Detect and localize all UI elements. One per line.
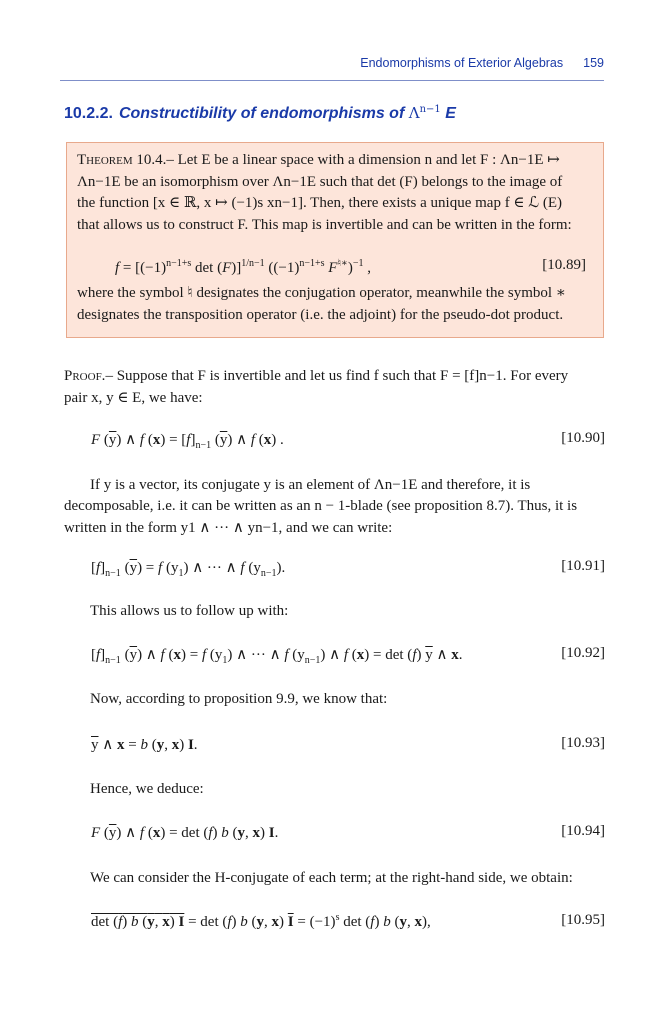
equation-10-90-expression: F $(\overline{y})$ ∧ f $(x) = [f]_{n-1}$ $(\overline{y})$ ∧ f (x) . bbox=[91, 432, 284, 451]
equation-number-10-90: [10.90] bbox=[561, 430, 605, 446]
equation-number-10-92: [10.92] bbox=[561, 645, 605, 661]
theorem-line-1: Theorem 10.4.– Let E be a linear space with a dimension n and let F : Λn−1E ↦ bbox=[77, 152, 560, 168]
theorem-closing-line-1: where the symbol ♮ designates the conjugation operator, meanwhile the symbol ∗ bbox=[77, 285, 567, 302]
equation-number-10-89: [10.89] bbox=[542, 257, 586, 274]
equation-10-92: $[f]_{n-1}$ $(\overline{y})$ ∧ f (x) = f $(y_1)$ ∧ ··· ∧ f $(y_{n-1})$ ∧ f (x) = det (f) $\overline{y}$ ∧ x. [10.92] bbox=[91, 645, 605, 666]
paragraph-conjugate-cont: decomposable, i.e. it can be written as an n − 1-blade (see proposition 8.7). Thus, it is written in the form y1 ∧ ··· ∧ yn−1, and we can write: bbox=[64, 498, 578, 536]
section-title-math: $\Lambda^{n-1}$ bbox=[408, 104, 441, 122]
section-heading bbox=[64, 104, 624, 123]
proof-line-2: pair x, y ∈ E, we have: bbox=[64, 389, 203, 406]
proof-paragraph bbox=[64, 366, 606, 409]
section-number: 10.2.2. bbox=[64, 105, 113, 122]
paragraph-h-conjugate: We can consider the H-conjugate of each term; at the right-hand side, we obtain: bbox=[90, 870, 573, 886]
running-head bbox=[78, 56, 604, 70]
paragraph-conjugate: If y is a vector, its conjugate y is an element of Λn−1E and therefore, it is bbox=[90, 477, 531, 493]
equation-number-10-94: [10.94] bbox=[561, 823, 605, 839]
page-number: 159 bbox=[583, 56, 604, 70]
paragraph-deduce: Hence, we deduce: bbox=[90, 781, 204, 797]
paragraph-proposition: Now, according to proposition 9.9, we know that: bbox=[90, 691, 388, 707]
running-head-title: Endomorphisms of Exterior Algebras bbox=[360, 56, 564, 70]
equation-number-10-93: [10.93] bbox=[561, 735, 605, 751]
header-rule bbox=[60, 80, 604, 81]
proof-label: Proof. bbox=[64, 368, 106, 384]
equation-10-91: $[f]_{n-1}$ $(\overline{y}) = f$ $(y_1)$ ∧ ··· ∧ f $(y_{n-1})$. [10.91] bbox=[91, 558, 605, 579]
theorem-closing-line-2: designates the transposition operator (i.e. the adjoint) for the pseudo-dot product. bbox=[77, 306, 564, 323]
equation-10-94: F $(\overline{y})$ ∧ f (x) = det (f) b (y, x) I. [10.94] bbox=[91, 823, 605, 841]
equation-10-89: $f = [(-1)^{n-1+s}$ det (F)]$^{1/n-1}$ ($(-1)^{n-1+s}$ F♮∗)$^{-1}$ , bbox=[115, 258, 371, 277]
section-title-e: E bbox=[440, 105, 456, 122]
theorem-equation bbox=[77, 243, 594, 283]
equation-10-93: $\overline{y}$ ∧ x = b (y, x) I. [10.93] bbox=[91, 735, 605, 753]
equation-number-10-91: [10.91] bbox=[561, 558, 605, 574]
section-title: Constructibility of endomorphisms of bbox=[118, 105, 405, 122]
theorem-line-4: that allows us to construct F. This map is invertible and can be written in the form: bbox=[77, 216, 572, 233]
equation-10-95: det (f) b (y, x) I = det (f) b (y, x) $\overline{I} = (-1)^s$ det (f) b (y, x), [10.95] bbox=[91, 912, 605, 930]
proof-line-1: Proof.– Suppose that F is invertible and let us find f such that F = [f]n−1. For every bbox=[64, 368, 569, 384]
theorem-box bbox=[66, 142, 604, 338]
theorem-line-3: the function [x ∈ ℝ, x ↦ (−1)s xn−1]. Then, there exists a unique map f ∈ ℒ (E) bbox=[77, 195, 562, 212]
paragraph-follow-up: This allows us to follow up with: bbox=[90, 603, 289, 619]
theorem-label: Theorem 10.4. bbox=[77, 152, 167, 168]
theorem-line-2: Λn−1E be an isomorphism over Λn−1E such that det (F) belongs to the image of bbox=[77, 173, 563, 190]
equation-10-90 bbox=[91, 430, 605, 451]
equation-number-10-95: [10.95] bbox=[561, 912, 605, 928]
